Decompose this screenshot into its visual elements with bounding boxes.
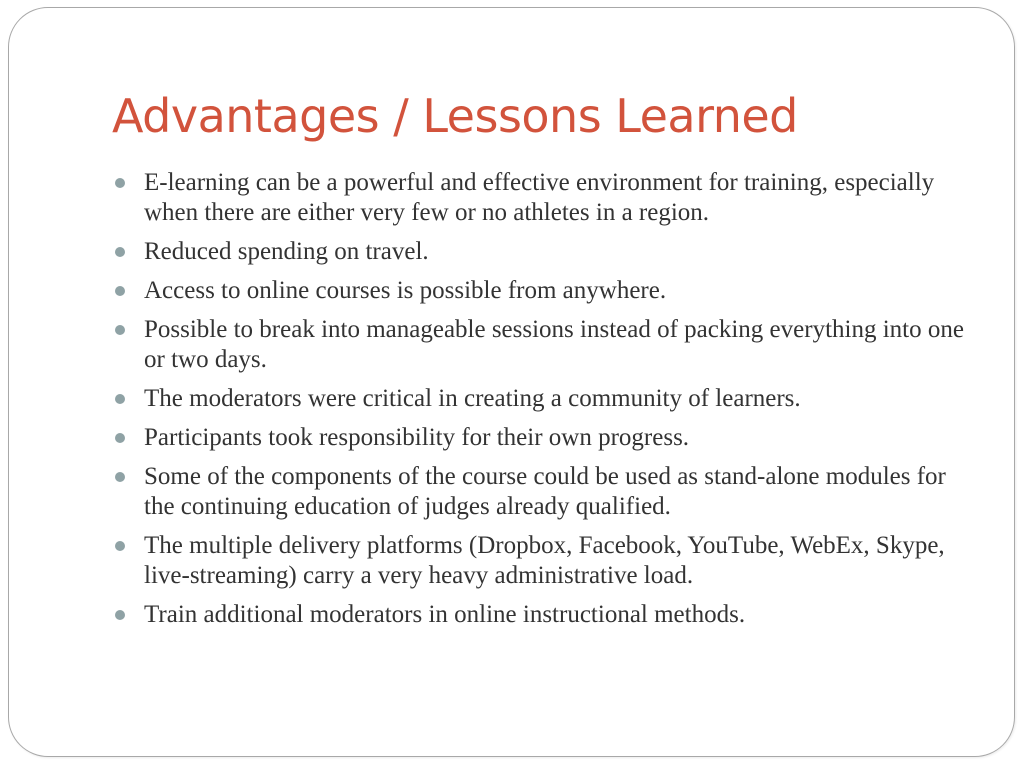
bullet-item [112,168,972,228]
bullet-item [112,531,972,591]
bullet-text: Participants took responsibility for their own progress. [144,424,690,451]
bullet-dot-icon [115,394,125,404]
bullet-text: The moderators were critical in creating a community of learners. [144,385,801,412]
bullet-list [112,168,972,639]
bullet-dot-icon [115,247,125,257]
bullet-text: Some of the components of the course could be used as stand-alone modules for the continuing education of judges already qualified. [144,463,946,520]
bullet-text: Reduced spending on travel. [144,238,429,265]
bullet-text: Train additional moderators in online instructional methods. [144,601,746,628]
bullet-dot-icon [115,472,125,482]
bullet-item [112,276,972,306]
bullet-text: Access to online courses is possible from anywhere. [144,277,667,304]
bullet-dot-icon [115,325,125,335]
bullet-dot-icon [115,286,125,296]
bullet-dot-icon [115,178,125,188]
bullet-item [112,384,972,414]
bullet-item [112,462,972,522]
bullet-item [112,600,972,630]
bullet-text: Possible to break into manageable sessions instead of packing everything into one or two days. [144,316,964,373]
bullet-item [112,315,972,375]
bullet-dot-icon [115,610,125,620]
bullet-text: E-learning can be a powerful and effective environment for training, especially when there are either very few or no athletes in a region. [144,169,935,226]
bullet-dot-icon [115,433,125,443]
bullet-item [112,423,972,453]
bullet-dot-icon [115,541,125,551]
slide-title: Advantages / Lessons Learned [112,89,798,143]
bullet-item [112,237,972,267]
bullet-text: The multiple delivery platforms (Dropbox, Facebook, YouTube, WebEx, Skype, live-streaming) carry a very heavy administrative load. [144,532,945,589]
